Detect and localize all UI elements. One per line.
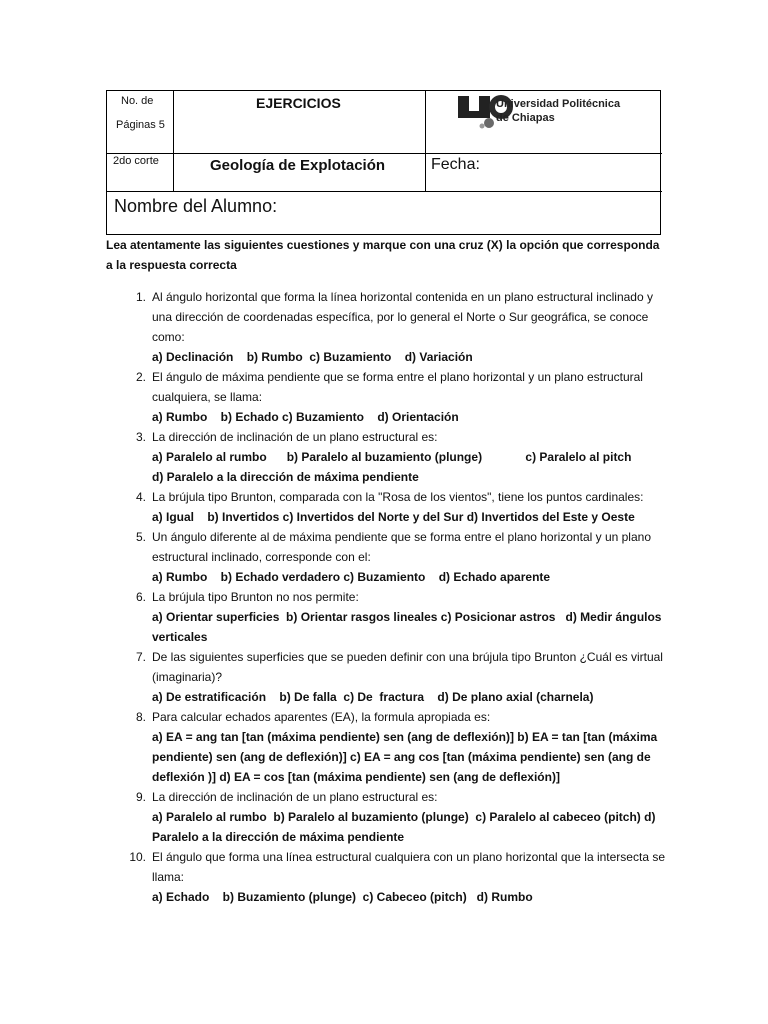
question-options: a) Orientar superficies b) Orientar rasgos lineales c) Posicionar astros d) Medir ángulos verticales: [152, 610, 665, 644]
question-stem: La dirección de inclinación de un plano estructural es:: [152, 790, 438, 804]
question-item: [120, 287, 670, 367]
question-stem: De las siguientes superficies que se pueden definir con una brújula tipo Brunton ¿Cuál es virtual (imaginaria)?: [152, 650, 663, 684]
question-number: 2.: [135, 370, 146, 384]
question-stem: Para calcular echados aparentes (EA), la formula apropiada es:: [152, 710, 491, 724]
date-cell: [426, 154, 662, 192]
question-stem: Un ángulo diferente al de máxima pendiente que se forma entre el plano horizontal y un plano estructural inclinado, corresponde con el:: [152, 530, 651, 564]
question-number: 3.: [135, 430, 146, 444]
question-item: [120, 427, 670, 487]
subject-cell: [174, 154, 426, 192]
question-item: [120, 527, 670, 587]
university-line-2: de Chiapas: [496, 112, 555, 124]
university-name: [496, 97, 620, 125]
question-options: a) Echado b) Buzamiento (plunge) c) Cabeceo (pitch) d) Rumbo: [152, 890, 533, 904]
question-number: 7.: [135, 650, 146, 664]
question-stem: La dirección de inclinación de un plano estructural es:: [152, 430, 438, 444]
question-list: [120, 287, 670, 907]
question-stem: La brújula tipo Brunton no nos permite:: [152, 590, 359, 604]
paginas-label: Páginas 5: [116, 119, 165, 131]
question-item: [120, 587, 670, 647]
question-options: a) Rumbo b) Echado verdadero c) Buzamiento d) Echado aparente: [152, 570, 551, 584]
university-line-1: Universidad Politécnica: [496, 98, 621, 110]
question-options: a) Paralelo al rumbo b) Paralelo al buzamiento (plunge) c) Paralelo al cabeceo (pitch) d) Paralelo a la dirección de máxima pendiente: [152, 810, 659, 844]
header-table: [106, 90, 661, 235]
question-item: [120, 367, 670, 427]
question-number: 5.: [135, 530, 146, 544]
question-stem: El ángulo de máxima pendiente que se forma entre el plano horizontal y un plano estructural cualquiera, se llama:: [152, 370, 643, 404]
logo-cell: [426, 91, 662, 154]
ejercicios-title: EJERCICIOS: [256, 95, 341, 111]
date-label: Fecha:: [431, 156, 480, 173]
question-number: 4.: [135, 490, 146, 504]
corte-cell: [107, 154, 174, 192]
question-options: a) Paralelo al rumbo b) Paralelo al buzamiento (plunge) c) Paralelo al pitch d) Paralelo a la dirección de máxima pendiente: [152, 450, 632, 484]
question-item: [120, 487, 670, 527]
pages-cell: [107, 91, 174, 154]
question-stem: La brújula tipo Brunton, comparada con la "Rosa de los vientos", tiene los puntos cardinales:: [152, 490, 644, 504]
question-options: a) Rumbo b) Echado c) Buzamiento d) Orientación: [152, 410, 459, 424]
question-options: a) Declinación b) Rumbo c) Buzamiento d) Variación: [152, 350, 473, 364]
question-item: [120, 707, 670, 787]
instructions: Lea atentamente las siguientes cuestiones y marque con una cruz (X) la opción que corresponda a la respuesta correcta: [106, 238, 660, 272]
question-options: a) Igual b) Invertidos c) Invertidos del Norte y del Sur d) Invertidos del Este y Oeste: [152, 510, 635, 524]
question-options: a) De estratificación b) De falla c) De fractura d) De plano axial (charnela): [152, 690, 594, 704]
question-item: [120, 787, 670, 847]
question-item: [120, 647, 670, 707]
question-number: 10.: [129, 850, 146, 864]
question-number: 6.: [135, 590, 146, 604]
subject-title: Geología de Explotación: [210, 157, 386, 174]
no-de-label: No. de: [121, 95, 154, 107]
question-item: [120, 847, 670, 907]
question-number: 8.: [135, 710, 146, 724]
question-number: 1.: [135, 290, 146, 304]
question-number: 9.: [135, 790, 146, 804]
student-name-label: Nombre del Alumno:: [114, 196, 278, 216]
corte-label: 2do corte: [113, 155, 159, 167]
title-cell: [174, 91, 426, 154]
question-stem: Al ángulo horizontal que forma la línea horizontal contenida en un plano estructural inclinado y una dirección de coordenadas específica, por lo general el Norte o Sur geográfica, se conoce como:: [152, 290, 653, 344]
question-options: a) EA = ang tan [tan (máxima pendiente) sen (ang de deflexión)] b) EA = tan [tan (máxima pendiente) sen (ang de deflexión)] c) EA = ang cos [tan (máxima pendiente) sen (ang de deflexión )] d) EA = cos [tan (máxima pendiente) sen (ang de deflexión)]: [152, 730, 661, 784]
question-stem: El ángulo que forma una línea estructural cualquiera con un plano horizontal que la intersecta se llama:: [152, 850, 665, 884]
name-cell: [107, 192, 660, 234]
